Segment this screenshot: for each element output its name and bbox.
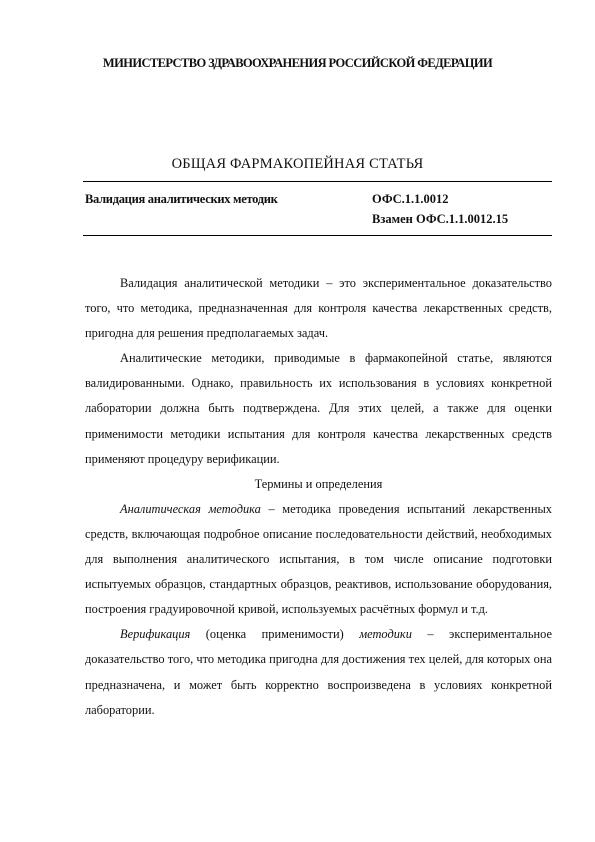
term-analytical-method: Аналитическая методика [120, 501, 261, 516]
definition-analytical-method [85, 497, 552, 622]
definition-text-2: – экспериментальное доказательство того, что методика пригодна для достижения тех целей, для которых она предназначена, и может быть корректно воспроизведена в условиях конкретной лаборатории. [85, 627, 552, 717]
term-verification: Верификация [120, 627, 191, 642]
definition-text-1: – методика проведения испытаний лекарственных средств, включающая подробное описание последовательности действий, необходимых для выполнения аналитического испытания, в том числе описание подготовки испытуемых образцов, стандартных образцов, реактивов, использование оборудования, построения градуировочной кривой, используемых расчётных формул и т.д. [85, 501, 552, 617]
section-heading: Термины и определения [254, 476, 383, 491]
ministry-header: МИНИСТЕРСТВО ЗДРАВООХРАНЕНИЯ РОССИЙСКОЙ ФЕДЕРАЦИИ [102, 56, 493, 70]
top-divider [83, 181, 552, 182]
definition-verification [85, 622, 552, 722]
term-method: методики [359, 627, 412, 642]
paragraph-2: Аналитические методики, приводимые в фармакопейной статье, являются валидированными. Однако, правильность их использования в условиях конкретной лаборатории должна быть подтверждена. Для этих целей, а также для оценки применимости методики испытания для контроля качества лекарственных средств применяют процедуру верификации. [85, 351, 552, 466]
bottom-divider [83, 235, 552, 236]
article-code: ОФС.1.1.0012 [372, 192, 449, 206]
definition-verification-mid: (оценка применимости) [190, 627, 360, 642]
article-title: Валидация аналитических методик [85, 192, 278, 206]
paragraph-1: Валидация аналитической методики – это экспериментальное доказательство того, что методика, предназначенная для контроля качества лекарственных средств, пригодна для решения предполагаемых задач. [85, 276, 552, 341]
document-type-title: ОБЩАЯ ФАРМАКОПЕЙНАЯ СТАТЬЯ [171, 156, 424, 172]
article-body [85, 271, 552, 723]
replaces-code: Взамен ОФС.1.1.0012.15 [372, 212, 509, 226]
